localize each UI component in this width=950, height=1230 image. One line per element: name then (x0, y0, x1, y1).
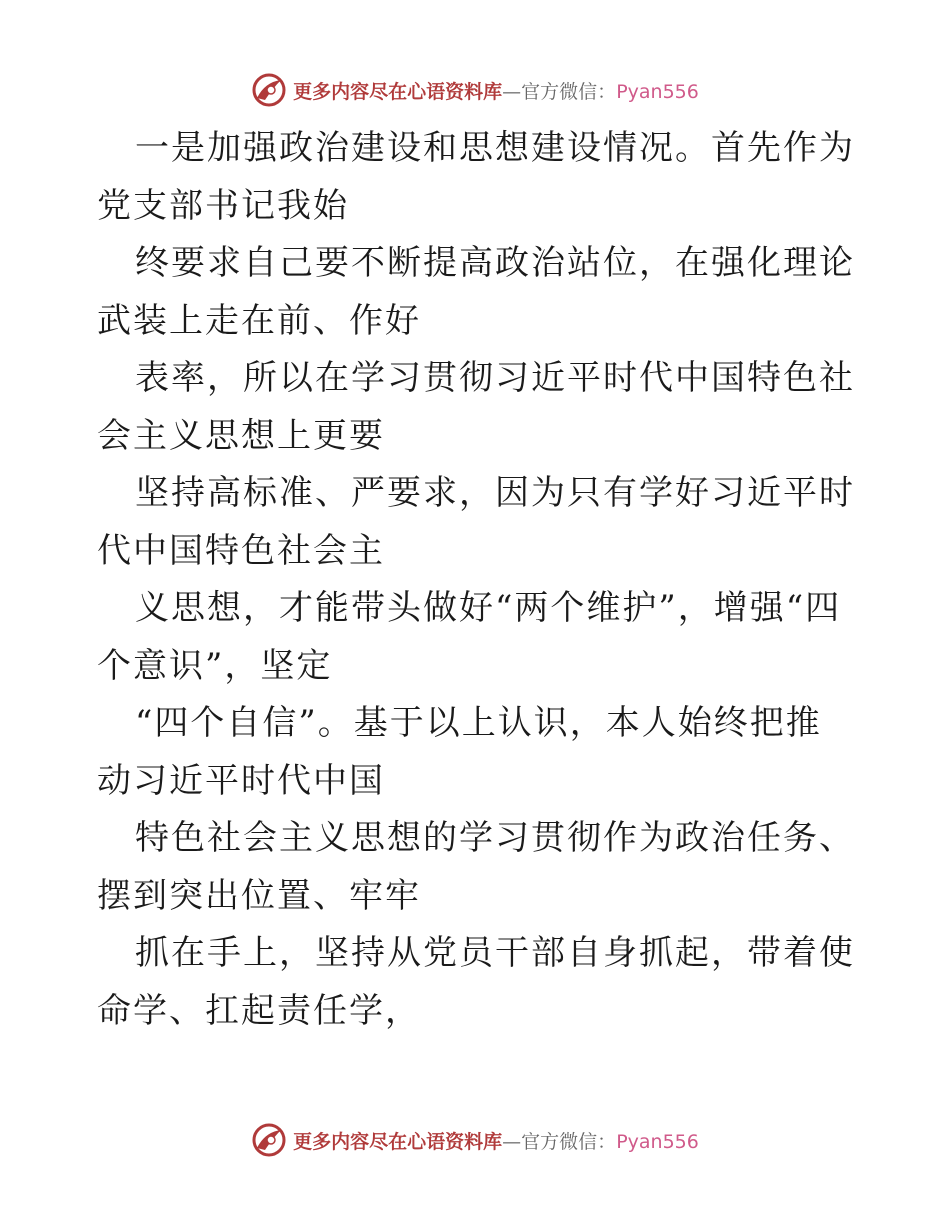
footer-banner-inner (251, 1120, 699, 1160)
paragraph: 终要求自己要不断提高政治站位，在强化理论武装上走在前、作好 (97, 243, 855, 341)
header-banner-text (293, 77, 699, 104)
paragraph: 特色社会主义思想的学习贯彻作为政治任务、摆到突出位置、牢牢 (97, 818, 855, 916)
document-body (97, 120, 857, 1040)
pen-nib-logo-icon (251, 72, 287, 108)
footer-banner-wechat-label: 官方微信： (521, 1130, 617, 1153)
header-banner-account: Pyan556 (616, 80, 699, 103)
paragraph: 表率，所以在学习贯彻习近平时代中国特色社会主义思想上更要 (97, 358, 855, 456)
footer-banner (0, 1120, 950, 1160)
paragraph: 坚持高标准、严要求，因为只有学好习近平时代中国特色社会主 (97, 473, 855, 571)
footer-banner-account: Pyan556 (616, 1130, 699, 1153)
header-banner (0, 70, 950, 110)
header-banner-title: 更多内容尽在心语资料库 (293, 80, 503, 103)
footer-banner-title: 更多内容尽在心语资料库 (293, 1130, 503, 1153)
footer-banner-text (293, 1127, 699, 1154)
paragraph: 抓在手上，坚持从党员干部自身抓起，带着使命学、扛起责任学， (97, 933, 855, 1031)
header-banner-separator: — (502, 80, 522, 103)
footer-banner-separator: — (502, 1130, 522, 1153)
paragraph: 一是加强政治建设和思想建设情况。首先作为党支部书记我始 (97, 128, 855, 226)
header-banner-inner (251, 70, 699, 110)
header-banner-wechat-label: 官方微信： (521, 80, 617, 103)
paragraph: 义思想，才能带头做好“两个维护”，增强“四个意识”，坚定 (97, 588, 842, 686)
paragraph: “四个自信”。基于以上认识，本人始终把推动习近平时代中国 (97, 703, 822, 801)
pen-nib-logo-icon (251, 1122, 287, 1158)
